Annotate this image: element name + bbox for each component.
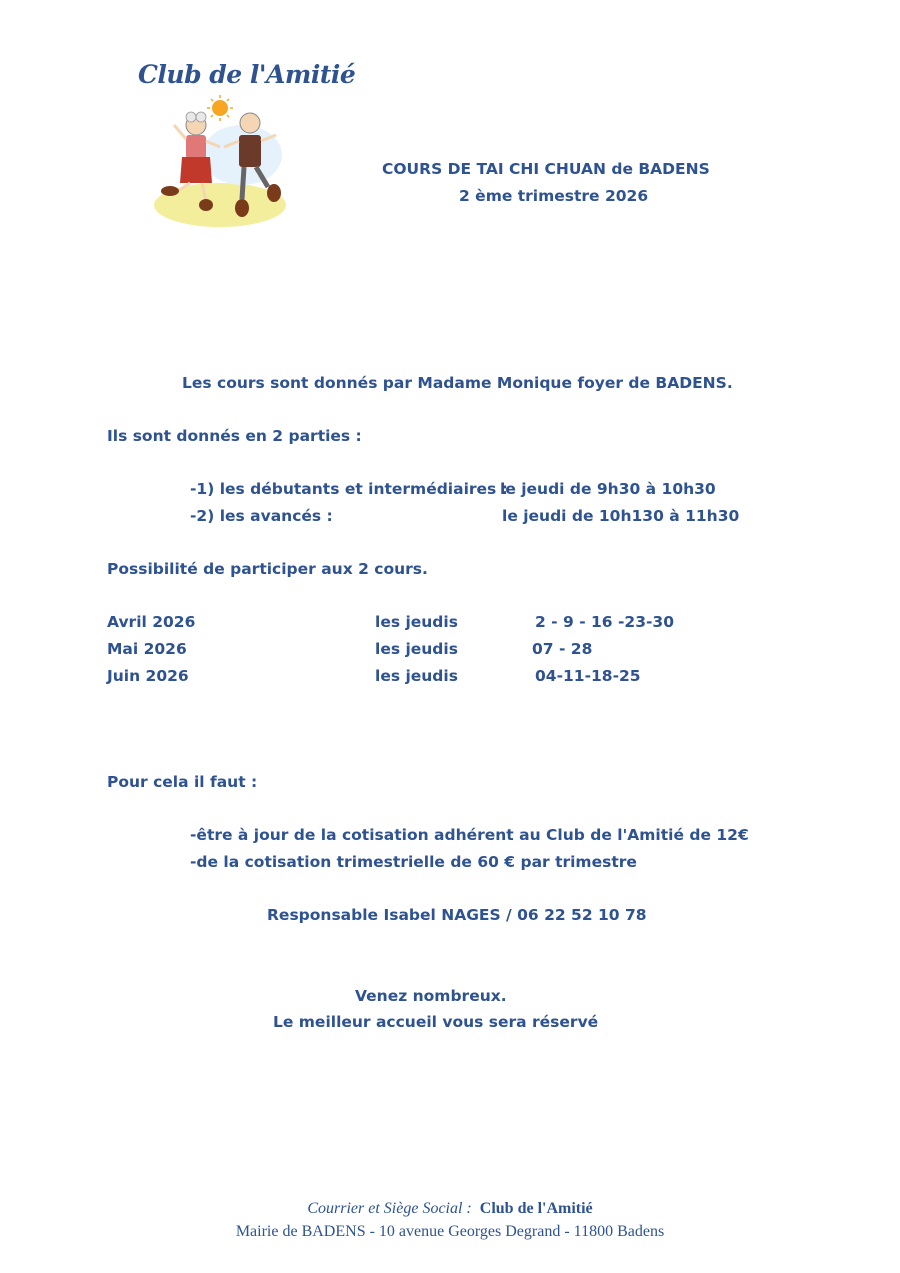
course-title: COURS DE TAI CHI CHUAN de BADENS — [382, 160, 710, 178]
parts-heading: Ils sont donnés en 2 parties : — [107, 427, 362, 445]
footer-org: Club de l'Amitié — [479, 1200, 593, 1217]
footer-line-1 — [0, 1199, 900, 1219]
requirement-membership: -être à jour de la cotisation adhérent au Club de l'Amitié de 12€ — [190, 826, 749, 844]
intro-text: Les cours sont donnés par Madame Monique foyer de BADENS. — [182, 374, 733, 392]
possibility-text: Possibilité de participer aux 2 cours. — [107, 560, 428, 578]
course-subtitle: 2 ème trimestre 2026 — [459, 187, 649, 205]
schedule-dates: 07 - 28 — [532, 640, 593, 658]
schedule-day: les jeudis — [375, 640, 458, 658]
part2-label: -2) les avancés : — [190, 507, 333, 525]
part1-label: -1) les débutants et intermédiaires : — [190, 480, 508, 498]
schedule-month: Juin 2026 — [107, 667, 189, 685]
club-logo-title: Club de l'Amitié — [138, 60, 356, 89]
closing-line-1: Venez nombreux. — [355, 987, 507, 1005]
requirement-quarterly-fee: -de la cotisation trimestrielle de 60 € par trimestre — [190, 853, 637, 871]
footer-address: Mairie de BADENS - 10 avenue Georges Degrand - 11800 Badens — [235, 1223, 665, 1240]
schedule-dates: 2 - 9 - 16 -23-30 — [535, 613, 674, 631]
footer-label: Courrier et Siège Social : — [307, 1200, 472, 1217]
part1-time: le jeudi de 9h30 à 10h30 — [500, 480, 716, 498]
elderly-couple-illustration — [150, 95, 290, 230]
schedule-month: Mai 2026 — [107, 640, 187, 658]
contact-line: Responsable Isabel NAGES / 06 22 52 10 78 — [267, 906, 647, 924]
sun-icon — [207, 95, 233, 121]
schedule-month: Avril 2026 — [107, 613, 196, 631]
schedule-day: les jeudis — [375, 667, 458, 685]
schedule-day: les jeudis — [375, 613, 458, 631]
requirements-heading: Pour cela il faut : — [107, 773, 258, 791]
part2-time: le jeudi de 10h130 à 11h30 — [502, 507, 740, 525]
schedule-dates: 04-11-18-25 — [535, 667, 641, 685]
closing-line-2: Le meilleur accueil vous sera réservé — [273, 1013, 599, 1031]
